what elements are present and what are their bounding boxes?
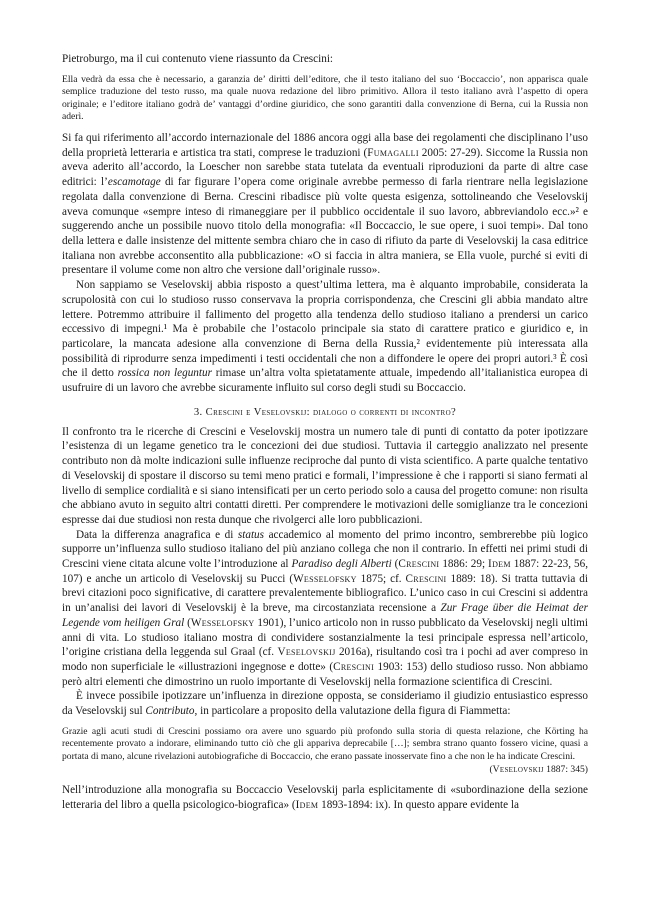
block-quote-veselovskij: Grazie agli acuti studi di Crescini possiamo ora avere uno sguardo più profondo sulla storia di questa relazione, che Körting ha recentemente provato a indorare, eliminando tutto ciò che gli appariva deprecabile […]; sembra strano quanto fossero vicine, quasi a portata di mano, alcune rivelazioni autobiografiche di Boccaccio, che erano passate inosservate fino a che non le ha indicate Crescini. — [62, 725, 588, 762]
citation-crescini: Crescini — [333, 660, 375, 673]
paragraph-project-failure: Non sappiamo se Veselovskij abbia risposto a quest’ultima lettera, ma è alquanto improbabile, considerata la scrupolosità con cui lo studioso russo conservava la propria corrispondenza, che Crescini gli abbia mandato altre lettere. Potremmo attribuire il fallimento del progetto alla tendenza dello studioso italiano a prendersi un carico eccessivo di impegni.¹ Ma è probabile che l’ostacolo principale sia stato di carattere pratico e giuridico e, in particolare, la mancata adesione alla convenzione di Berna della Russia,² evidentemente più interessata alla possibilità di riprodurre senza impedimenti i testi occidentali che non a diffondere le opere dei propri autori.³ È così che il detto rossica non leguntur rimase un’altra volta spietatamente attuale, impedendo all’italianistica europea di usufruire di un lavoro che avrebbe sicuramente influito sul corso degli studi su Boccaccio. — [62, 279, 588, 395]
block-quote-crescini-letter: Ella vedrà da essa che è necessario, a garanzia de’ diritti dell’editore, che il testo italiano del suo ‘Boccaccio’, non apparisca quale semplice traduzione del testo russo, ma quale nuova redazione del libro primitivo. Allora il testo italiano avrà l’aspetto di opera originale; e l’editore italiano godrà de’ vantaggi d’ordine giuridico, che sono garantiti dalla convenzione di Berna, cui la Russia non aderì. — [62, 73, 588, 123]
paragraph-berne-convention: Si fa qui riferimento all’accordo internazionale del 1886 ancora oggi alla base dei regolamenti che disciplinano l’uso della proprietà letteraria e artistica tra stati, comprese le traduzioni (Fumagalli 2005: 27-29). Siccome la Russia non aveva aderito all’accordo, la Loescher non sarebbe stata tutelata da eventuali riproduzioni da parte di altre case editrici: l’escamotage di far figurare l’opera come originale avrebbe permesso di farla rientrare nella legislazione regolata dalla convenzione di Berna. Crescini ribadisce più volte questa esigenza, sottolineando che Veselovskij aveva comunque «sempre inteso di rimaneggiare per il pubblico occidentale il suo lavoro, abbreviandolo ecc.»² e suggerendo anche un possibile nuovo titolo della monografia: «Il Boccaccio, le sue opere, i suoi tempi». Dal tono della lettera e dalle insistenze del mittente sembra chiaro che in caso di rifiuto da parte di Veselovskij la casa editrice italiana non avrebbe acconsentito alla pubblicazione: «O si faccia in altra maniera, se Ella vuole, purché si eviti di presentare il volume come non altro che versione dall’originale russo». — [62, 132, 588, 277]
citation-idem: Idem — [488, 558, 511, 571]
block-quote-citation: (Veselovskij 1887: 345) — [489, 763, 588, 775]
paragraph-opposite-influence: È invece possibile ipotizzare un’influenza in direzione opposta, se consideriamo il giudizio entusiastico espresso da Veselovskij sul Contributo, in particolare a proposito della valutazione della figura di Fiammetta: — [62, 690, 588, 718]
paragraph-comparison: Il confronto tra le ricerche di Crescini e Veselovskij mostra un numero tale di punti di contatto da poter ipotizzare l’esistenza di un legame genetico tra le concezioni dei due studiosi. Tuttavia il carteggio analizzato nel presente contributo non dà molte indicazioni sulle influenze reciproche dal punto di vista scientifico. A parte qualche tentativo di Veselovskij di spostare il discorso su temi meno pratici e formali, l’impressione è che i rapporti si siano fermati al livello di semplice cordialità e si siano intensificati per un certo periodo solo a causa del progetto comune: non risulta che abbiano avuto in seguito altri contatti diretti. Per comprendere le motivazioni delle somiglianze tra le concezioni espresse dai due studiosi non resta dunque che rivolgerci alle loro pubblicazioni. — [62, 425, 588, 526]
section-heading: 3. Crescini e Veselovskij: dialogo o correnti di incontro? — [193, 406, 457, 418]
citation-wesselofsky: Wesselofsky — [293, 572, 357, 585]
paragraph-influence: Data la differenza anagrafica e di status accademico al momento del primo incontro, sembrerebbe più logico supporre un’influenza sullo studioso italiano del più anziano collega che non il contrario. In effetti nei primi studi di Crescini viene citata alcune volte l’introduzione al Paradiso degli Alberti (Crescini 1886: 29; Idem 1887: 22-23, 56, 107) e anche un articolo di Veselovskij su Pucci (Wesselofsky 1875; cf. Crescini 1889: 18). Si tratta tuttavia di brevi citazioni poco significative, di carattere prevalentemente bibliografico. L’unico caso in cui Crescini si addentra in un’analisi dei lavori di Veselovskij è la breve, ma circostanziata recensione a Zur Frage über die Heimat der Legende vom heiligen Gral (Wesselofsky 1901), l’unico articolo non in russo pubblicato da Veselovskij negli ultimi anni di vita. Lo studioso italiano mostra di condividere sostanzialmente la tesi principale espressa nell’articolo, l’origine cristiana della leggenda sul Graal (cf. Veselovskij 2016a), risultando così tra i pochi ad aver compreso in modo non superficiale le «illustrazioni ingegnose e dotte» (Crescini 1903: 153) dello studioso russo. Non abbiamo però altri elementi che dimostrino un ruolo importante di Veselovskij nella formazione scientifica di Crescini. — [62, 528, 589, 688]
text-block — [62, 52, 588, 813]
citation-crescini: Crescini — [398, 558, 440, 571]
citation-crescini: Crescini — [405, 572, 447, 585]
citation-veselovskij: Veselovskij — [277, 646, 336, 659]
citation-idem: Idem — [295, 798, 319, 811]
citation-wesselofsky: Wesselofsky — [190, 616, 255, 629]
paragraph-intro: Pietroburgo, ma il cui contenuto viene riassunto da Crescini: — [62, 53, 334, 65]
paragraph-monograph: Nell’introduzione alla monografia su Boccaccio Veselovskij parla esplicitamente di «subordinazione della sezione letteraria del libro a quella psicologico-biografica» (Idem 1893-1894: ix). In questo appare evidente la — [62, 784, 588, 811]
citation-fumagalli: Fumagalli — [367, 146, 419, 159]
